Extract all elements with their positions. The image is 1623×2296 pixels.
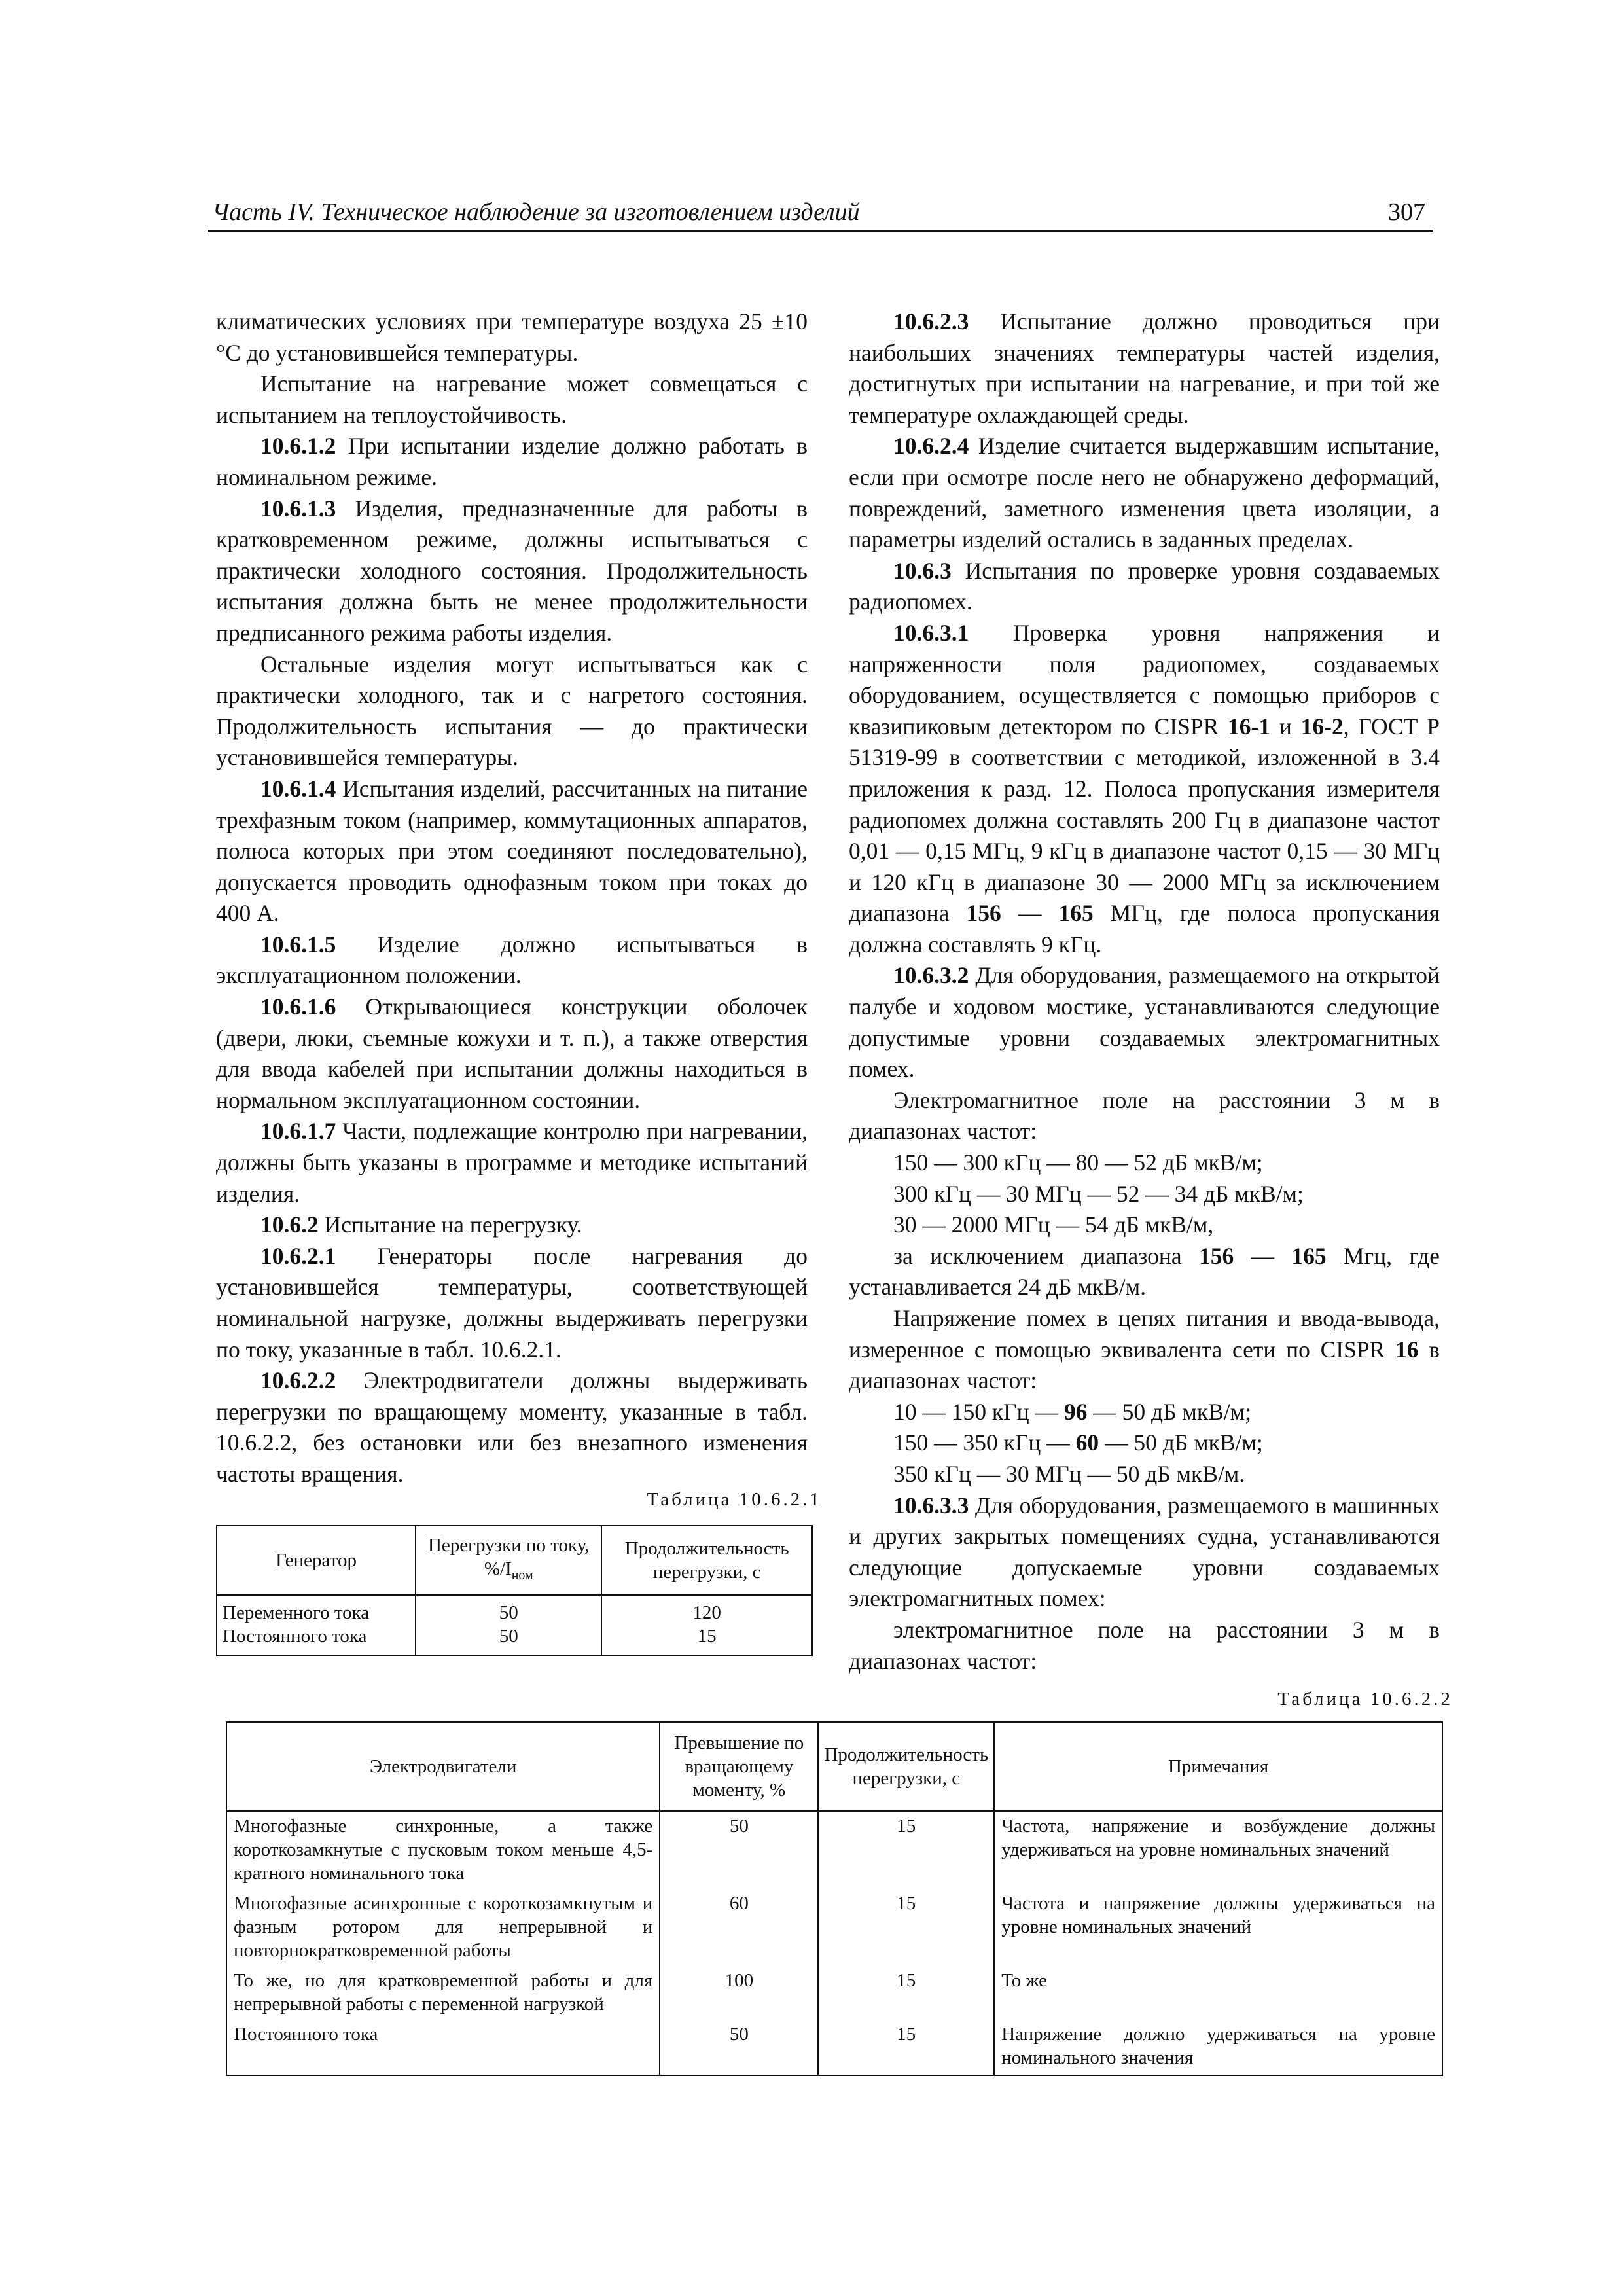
motor-overload-table — [226, 1721, 1443, 2076]
frequency-limit: 150 — 300 кГц — 80 — 52 дБ мкВ/м; — [893, 1149, 1263, 1176]
paragraph-text: Проверка уровня напряжения и напряженности поля радиопомех, создаваемых оборудованием, осуществляется с помощью приборов с квазипиковым детектором по CISPR — [849, 619, 1440, 740]
column-header: Продолжительность перегрузки, с — [601, 1526, 812, 1595]
clause-number: 10.6.2.1 — [260, 1242, 336, 1269]
table-row — [226, 2020, 1442, 2075]
paragraph — [849, 960, 1440, 1085]
table-cell: Постоянного тока — [217, 1624, 416, 1655]
table-cell: То же — [994, 1966, 1442, 2020]
table-cell: Переменного тока — [217, 1595, 416, 1624]
paragraph — [849, 1303, 1440, 1397]
paragraph-text: Испытания изделий, рассчитанных на питание трехфазным током (например, коммутационных аппаратов, полюса которых при этом соединяют последовательно), допускается проводить однофазным током при токах до 400 А. — [216, 775, 808, 927]
paragraph-text: за исключением диапазона — [893, 1242, 1199, 1269]
table-cell: 120 — [601, 1595, 812, 1624]
paragraph — [216, 1241, 808, 1365]
paragraph-text: Напряжение помех в цепях питания и ввода-вывода, измеренное с помощью эквивалента сети по CISPR — [849, 1305, 1440, 1363]
column-header — [416, 1526, 601, 1595]
paragraph-text: Электродвигатели должны выдерживать перегрузки по вращающему моменту, указанные в табл. 10.6.2.2, без остановки или без внезапного изменения частоты вращения. — [216, 1367, 808, 1487]
clause-number: 10.6.1.2 — [260, 433, 336, 459]
paragraph: Испытание на нагревание может совмещаться с испытанием на теплоустойчивость. — [216, 370, 808, 428]
clause-number: 10.6.3 — [893, 557, 952, 584]
table-cell: Постоянного тока — [226, 2020, 660, 2075]
paragraph-text: в диапазонах частот: — [849, 1336, 1440, 1394]
paragraph-text: Части, подлежащие контролю при нагревании, должны быть указаны в программе и методике испытаний изделия. — [216, 1118, 808, 1207]
paragraph — [216, 1365, 808, 1490]
frequency-limit: 30 — 2000 МГц — 54 дБ мкВ/м, — [893, 1211, 1214, 1238]
page-number: 307 — [1388, 198, 1425, 226]
limit-text: — 50 дБ мкВ/м; — [1099, 1429, 1263, 1456]
paragraph — [216, 431, 808, 493]
clause-number: 10.6.1.5 — [260, 931, 336, 958]
clause-number: 10.6.2.4 — [893, 433, 969, 459]
table-cell: Многофазные асинхронные с короткозамкнутым и фазным ротором для непрерывной и повторнократковременной работы — [226, 1889, 660, 1966]
paragraph: климатических условиях при температуре воздуха 25 ±10 °С до установившейся температуры. — [216, 308, 808, 366]
clause-number: 10.6.1.3 — [260, 495, 336, 522]
paragraph — [849, 1241, 1440, 1303]
paragraph: Остальные изделия могут испытываться как с практически холодного, так и с нагретого состояния. Продолжительность испытания — до практически установившейся температуры. — [216, 651, 808, 771]
table-cell: Частота и напряжение должны удерживаться на уровне номинальных значений — [994, 1889, 1442, 1966]
table-cell: 15 — [818, 2020, 994, 2075]
running-header — [208, 194, 1433, 233]
paragraph-text: Изделия, предназначенные для работы в кратковременном режиме, должны испытываться с практически холодного состояния. Продолжительность испытания должна быть не менее продолжительности предписанного режима работы изделия. — [216, 495, 808, 646]
table-cell: 60 — [660, 1889, 818, 1966]
paragraph-text: При испытании изделие должно работать в номинальном режиме. — [216, 433, 808, 490]
paragraph — [849, 431, 1440, 555]
clause-number: 10.6.1.4 — [260, 775, 336, 802]
bold-text: 16-2 — [1300, 713, 1344, 740]
paragraph — [216, 1116, 808, 1210]
header-title: Часть IV. Техническое наблюдение за изготовлением изделий — [212, 198, 860, 226]
clause-number: 10.6.1.7 — [260, 1118, 336, 1145]
generator-overload-table — [216, 1525, 813, 1656]
column-header-text: Перегрузки по току, %/I — [427, 1535, 590, 1580]
bold-text: 60 — [1075, 1429, 1099, 1456]
table-row — [226, 1811, 1442, 1889]
left-column — [216, 306, 808, 1490]
paragraph-text: Открывающиеся конструкции оболочек (двери, люки, съемные кожухи и т. п.), а также отверстия для ввода кабелей при испытании должны находиться в нормальном эксплуатационном состоянии. — [216, 994, 808, 1113]
paragraph-text: МГц, где полоса пропускания должна составлять 9 кГц. — [849, 900, 1440, 958]
paragraph-text: и — [1270, 713, 1301, 740]
clause-number: 10.6.2 — [260, 1211, 319, 1238]
paragraph — [849, 618, 1440, 961]
paragraph: электромагнитное поле на расстоянии 3 м в диапазонах частот: — [849, 1616, 1440, 1674]
frequency-limit — [849, 1397, 1440, 1428]
paragraph — [849, 306, 1440, 431]
table-row — [217, 1624, 812, 1655]
table-cell: То же, но для кратковременной работы и для непрерывной работы с переменной нагрузкой — [226, 1966, 660, 2020]
clause-number: 10.6.3.3 — [893, 1492, 969, 1518]
table-cell: 15 — [818, 1966, 994, 2020]
paragraph — [216, 493, 808, 649]
table-cell: 15 — [601, 1624, 812, 1655]
paragraph-text: Для оборудования, размещаемого в машинных и других закрытых помещениях судна, устанавливаются следующие допускаемые уровни создаваемых электромагнитных помех: — [849, 1492, 1440, 1612]
paragraph-text: , ГОСТ Р 51319-99 в соответствии с методикой, изложенной в 3.4 приложения к разд. 12. Полоса пропускания измерителя радиопомех должна составлять 200 Гц в диапазоне частот 0,01 — 0,15 МГц, 9 кГц в диапазоне частот 0,15 — 30 МГц и 120 кГц в диапазоне 30 — 2000 МГц за исключением диапазона — [849, 713, 1440, 927]
table-header-row — [226, 1722, 1442, 1811]
clause-number: 10.6.3.2 — [893, 962, 969, 989]
bold-text: 16 — [1395, 1336, 1419, 1363]
paragraph-text: Испытание должно проводиться при наибольших значениях температуры частей изделия, достигнутых при испытании на нагревание, и при той же температуре охлаждающей среды. — [849, 308, 1440, 428]
table-cell: Напряжение должно удерживаться на уровне номинального значения — [994, 2020, 1442, 2075]
paragraph-text: Изделие должно испытываться в эксплуатационном положении. — [216, 931, 808, 989]
clause-number: 10.6.3.1 — [893, 619, 969, 646]
table-cell: 50 — [660, 1811, 818, 1889]
table-row — [226, 1966, 1442, 2020]
limit-text: — 50 дБ мкВ/м; — [1087, 1398, 1251, 1425]
paragraph-text: Испытание на перегрузку. — [318, 1211, 582, 1238]
table-header-row — [217, 1526, 812, 1595]
subscript: ном — [511, 1568, 533, 1583]
limit-text: 150 — 350 кГц — — [893, 1429, 1076, 1456]
column-header: Генератор — [217, 1526, 416, 1595]
column-header: Продолжительность перегрузки, с — [818, 1722, 994, 1811]
bold-text: 156 — 165 — [966, 900, 1094, 927]
clause-number: 10.6.2.3 — [893, 308, 969, 334]
paragraph-text: Мгц, где устанавливается 24 дБ мкВ/м. — [849, 1242, 1440, 1300]
column-header: Превышение по вращающему моменту, % — [660, 1722, 818, 1811]
paragraph — [849, 1490, 1440, 1615]
bold-text: 96 — [1063, 1398, 1088, 1425]
frequency-limit: 300 кГц — 30 МГц — 52 — 34 дБ мкВ/м; — [893, 1180, 1304, 1207]
bold-text: 156 — 165 — [1198, 1242, 1327, 1269]
table-cell: 50 — [660, 2020, 818, 2075]
clause-number: 10.6.2.2 — [260, 1367, 336, 1394]
frequency-limit: 350 кГц — 30 МГц — 50 дБ мкВ/м. — [893, 1460, 1245, 1487]
table-cell: 100 — [660, 1966, 818, 2020]
paragraph: Электромагнитное поле на расстоянии 3 м в диапазонах частот: — [849, 1086, 1440, 1145]
table-caption: Таблица 10.6.2.1 — [647, 1489, 822, 1510]
limit-text: 10 — 150 кГц — — [893, 1398, 1064, 1425]
table-cell: Частота, напряжение и возбуждение должны удерживаться на уровне номинальных значений — [994, 1811, 1442, 1889]
paragraph-text: Для оборудования, размещаемого на открытой палубе и ходовом мостике, устанавливаются следующие допустимые уровни создаваемых электромагнитных помех. — [849, 962, 1440, 1083]
paragraph — [216, 929, 808, 992]
table-cell: 15 — [818, 1811, 994, 1889]
paragraph-text: Изделие считается выдержавшим испытание, если при осмотре после него не обнаружено деформаций, повреждений, заметного изменения цвета изоляции, а параметры изделий остались в заданных пределах. — [849, 433, 1440, 553]
right-column — [849, 306, 1440, 1677]
table-row — [226, 1889, 1442, 1966]
bold-text: 16-1 — [1228, 713, 1271, 740]
clause-number: 10.6.1.6 — [260, 994, 336, 1020]
paragraph-text: Генераторы после нагревания до установившейся температуры, соответствующей номинальной нагрузке, должны выдерживать перегрузки по току, указанные в табл. 10.6.2.1. — [216, 1242, 808, 1363]
paragraph — [216, 1210, 808, 1241]
header-rule — [208, 230, 1433, 232]
paragraph-text: Испытания по проверке уровня создаваемых радиопомех. — [849, 557, 1440, 615]
paragraph — [216, 992, 808, 1116]
table-caption: Таблица 10.6.2.2 — [1277, 1689, 1453, 1710]
paragraph — [849, 556, 1440, 618]
table-cell: 15 — [818, 1889, 994, 1966]
table-row — [217, 1595, 812, 1624]
column-header: Электродвигатели — [226, 1722, 660, 1811]
paragraph — [216, 774, 808, 929]
table-cell: Многофазные синхронные, а также короткозамкнутые с пусковым током меньше 4,5-кратного номинального тока — [226, 1811, 660, 1889]
table-cell: 50 — [416, 1595, 601, 1624]
table-cell: 50 — [416, 1624, 601, 1655]
frequency-limit — [849, 1427, 1440, 1459]
column-header: Примечания — [994, 1722, 1442, 1811]
